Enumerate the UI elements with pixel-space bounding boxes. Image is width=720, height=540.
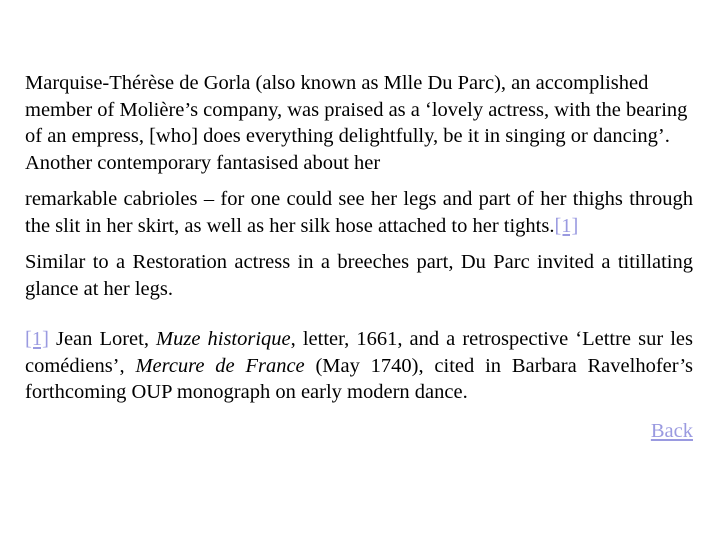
- quote-text: remarkable cabrioles – for one could see her legs and part of her thighs through the slit in her skirt, as well as her silk hose attached to her tights.: [25, 188, 693, 237]
- footnote-title-mercure: Mercure de France: [135, 354, 305, 377]
- footnote: [25, 326, 693, 406]
- footnote-marker-link[interactable]: [1]: [25, 328, 49, 350]
- back-link[interactable]: Back: [650, 419, 693, 442]
- footnote-author: Jean Loret,: [48, 328, 157, 350]
- footnote-ref-link[interactable]: [1]: [554, 214, 579, 237]
- footnote-title-muze: Muze historique: [156, 328, 291, 350]
- block-quote: [25, 186, 693, 239]
- footnote-text-2: (May 1740), cited in Barbara Ravelhofer’s forthcoming OUP monograph on early modern dance.: [25, 354, 694, 403]
- footnote-text-1: , letter, 1661, and a retrospective ‘Lettre sur les comédiens’,: [25, 328, 693, 377]
- back-nav: [25, 418, 693, 445]
- paragraph-conclusion: Similar to a Restoration actress in a breeches part, Du Parc invited a titillating glance at her legs.: [25, 251, 693, 300]
- document-body: [25, 70, 693, 444]
- paragraph-intro: Marquise-Thérèse de Gorla (also known as Mlle Du Parc), an accomplished member of Molière’s company, was praised as a ‘lovely actress, with the bearing of an empress, [who] does everything delightfully, be it in singing or dancing’. Another contemporary fantasised about her: [25, 72, 688, 174]
